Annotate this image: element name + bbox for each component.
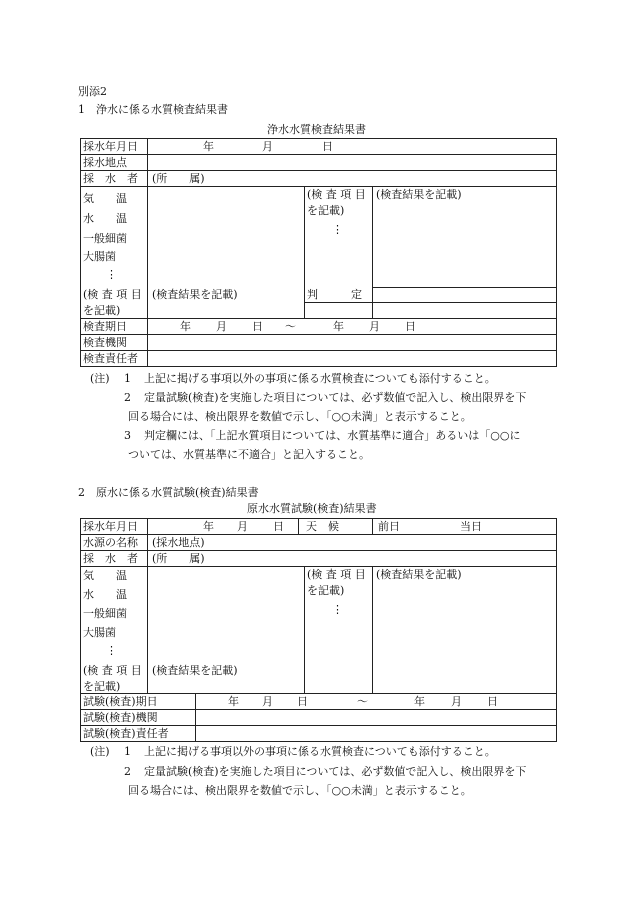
right-item-l2: を記載) — [307, 584, 345, 597]
note-text: 定量試験(検査)を実施した項目については、必ず数値で記入し、検出限界を下 — [144, 765, 527, 778]
sampler-label: 採 水 者 — [83, 552, 138, 565]
item-coliform: 大腸菌 — [83, 250, 116, 263]
right-item-l2: を記載) — [307, 204, 345, 217]
date-month: 月 — [262, 140, 273, 153]
period-year2: 年 — [414, 695, 425, 708]
note-num: 3 — [124, 429, 131, 442]
responsible-label: 検査責任者 — [83, 352, 138, 365]
date-day: 日 — [273, 520, 284, 533]
affiliation: (所 属) — [152, 552, 205, 565]
sampling-point-label: 採水地点 — [83, 156, 127, 169]
period-day2: 日 — [405, 320, 416, 333]
period-tilde: ～ — [285, 320, 296, 333]
institution-label: 試験(検査)機関 — [83, 711, 158, 724]
note-num: 2 — [124, 765, 131, 778]
note-text: ついては、水質基準に不適合」と記入すること。 — [128, 448, 370, 461]
item-bacteria: 一般細菌 — [83, 607, 127, 620]
period-label: 試験(検査)期日 — [83, 695, 158, 708]
affiliation: (所 属) — [152, 172, 205, 185]
period-month: 月 — [262, 695, 273, 708]
note-num: 1 — [124, 745, 131, 758]
date-year: 年 — [203, 520, 214, 533]
right-vdots: ⋮ — [332, 223, 343, 236]
item-water-temp: 水 温 — [83, 212, 127, 225]
same-day: 当日 — [460, 520, 482, 533]
note-prefix: (注) — [90, 372, 110, 385]
institution-label: 検査機関 — [83, 336, 127, 349]
right-item-l1: (検 査 項 目 — [307, 568, 366, 581]
note-text: 判定欄には、「上記水質項目については、水質基準に適合」あるいは「○○に — [144, 429, 521, 442]
period-day2: 日 — [487, 695, 498, 708]
sampling-date-label: 採水年月日 — [83, 140, 138, 153]
period-day: 日 — [297, 695, 308, 708]
section1-heading: 1 浄水に係る水質検査結果書 — [78, 103, 228, 116]
item-vdots: ⋮ — [106, 644, 117, 657]
weather-label: 天 候 — [306, 520, 339, 533]
note-text: 上記に掲げる事項以外の事項に係る水質検査についても添付すること。 — [144, 745, 496, 758]
period-tilde: ～ — [357, 695, 368, 708]
date-month: 月 — [237, 520, 248, 533]
item-air-temp: 気 温 — [83, 192, 127, 205]
period-day: 日 — [252, 320, 263, 333]
attachment-label: 別添2 — [78, 85, 107, 98]
item-air-temp: 気 温 — [83, 569, 127, 582]
period-month2: 月 — [369, 320, 380, 333]
sampler-label: 採 水 者 — [83, 172, 138, 185]
note-num: 1 — [124, 372, 131, 385]
results-placeholder: (検査結果を記載) — [152, 664, 238, 677]
period-month2: 月 — [451, 695, 462, 708]
responsible-label: 試験(検査)責任者 — [83, 727, 169, 740]
sampling-date-label: 採水年月日 — [83, 520, 138, 533]
prev-day: 前日 — [378, 520, 400, 533]
period-month: 月 — [216, 320, 227, 333]
date-day: 日 — [322, 140, 333, 153]
note-text: 回る場合には、検出限界を数値で示し、「○○未満」と表示すること。 — [128, 410, 472, 423]
period-label: 検査期日 — [83, 320, 127, 333]
results-placeholder: (検査結果を記載) — [152, 288, 238, 301]
date-year: 年 — [203, 140, 214, 153]
section2-heading: 2 原水に係る水質試験(検査)結果書 — [78, 486, 259, 499]
item-coliform: 大腸菌 — [83, 626, 116, 639]
period-year2: 年 — [333, 320, 344, 333]
right-results: (検査結果を記載) — [376, 568, 462, 581]
item-water-temp: 水 温 — [83, 588, 127, 601]
item-placeholder-l2: を記載) — [83, 680, 121, 693]
form1-title: 浄水水質検査結果書 — [267, 123, 366, 136]
note-text: 上記に掲げる事項以外の事項に係る水質検査についても添付すること。 — [144, 372, 496, 385]
item-placeholder-l1: (検 査 項 目 — [83, 288, 142, 301]
period-year: 年 — [180, 320, 191, 333]
sampling-point: (採水地点) — [152, 536, 205, 549]
note-num: 2 — [124, 391, 131, 404]
note-text: 回る場合には、検出限界を数値で示し、「○○未満」と表示すること。 — [128, 784, 472, 797]
right-item-l1: (検 査 項 目 — [307, 188, 366, 201]
note-prefix: (注) — [90, 745, 110, 758]
item-placeholder-l2: を記載) — [83, 304, 121, 317]
period-year: 年 — [228, 695, 239, 708]
note-text: 定量試験(検査)を実施した項目については、必ず数値で記入し、検出限界を下 — [144, 391, 527, 404]
judgment-label: 判 定 — [307, 288, 362, 301]
source-label: 水源の名称 — [83, 536, 138, 549]
form2-title: 原水水質試験(検査)結果書 — [247, 502, 377, 515]
item-placeholder-l1: (検 査 項 目 — [83, 664, 142, 677]
item-bacteria: 一般細菌 — [83, 232, 127, 245]
item-vdots: ⋮ — [106, 268, 117, 281]
right-vdots: ⋮ — [332, 603, 343, 616]
right-results: (検査結果を記載) — [376, 188, 462, 201]
